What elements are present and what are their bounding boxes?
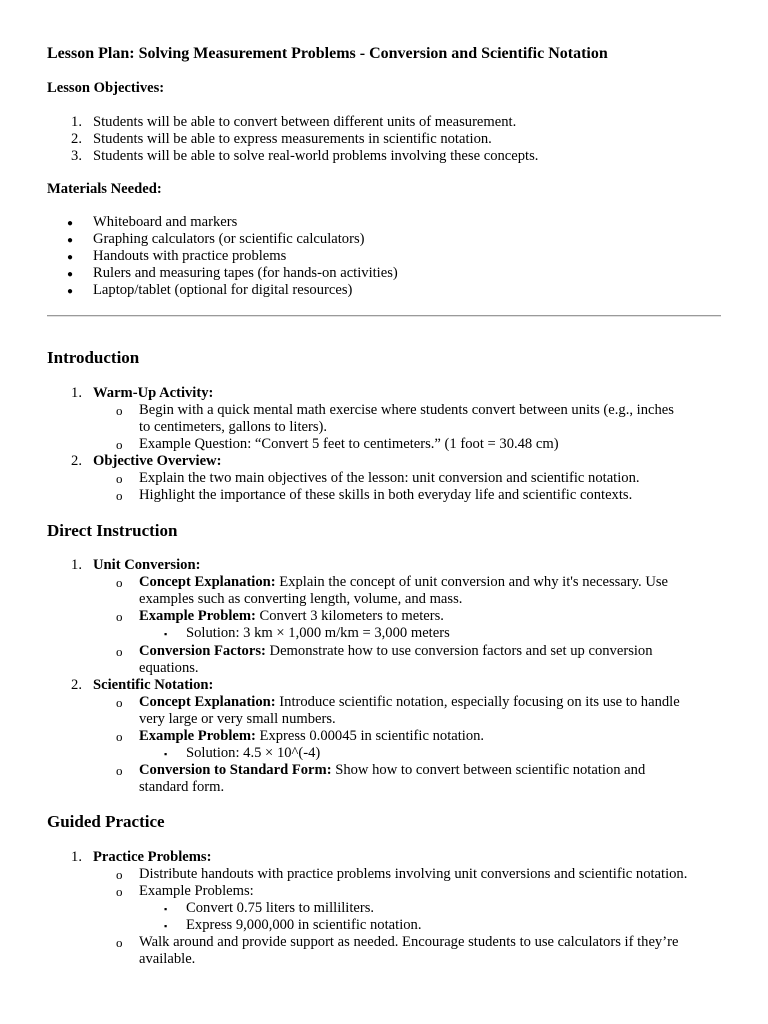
warmup-example: Example Question: “Convert 5 feet to centimeters.” (1 foot = 30.48 cm) — [139, 436, 559, 452]
list-number: 1. — [71, 385, 82, 401]
list-number: 2. — [71, 677, 82, 693]
bullet-icon: ● — [67, 269, 74, 280]
bullet-icon: o — [116, 763, 123, 778]
bullet-icon: ● — [67, 252, 74, 263]
unit-conversion-label: Unit Conversion: — [93, 557, 201, 573]
objective-overview-label: Objective Overview: — [93, 453, 222, 469]
solution-text: Solution: 3 km × 1,000 m/km = 3,000 meters — [186, 625, 450, 641]
bullet-icon: ● — [67, 218, 74, 229]
bullet-icon: o — [116, 488, 123, 503]
square-bullet-icon: ▪ — [164, 904, 168, 914]
material-item: Whiteboard and markers — [93, 214, 238, 230]
page-title: Lesson Plan: Solving Measurement Problems - Conversion and Scientific Notation — [47, 45, 608, 62]
warmup-text: Begin with a quick mental math exercise where students convert between units (e.g., inches — [139, 402, 674, 418]
concept-explanation: Concept Explanation: Explain the concept of unit conversion and why it's necessary. Use — [139, 574, 669, 590]
bullet-icon: o — [116, 884, 123, 899]
material-item: Handouts with practice problems — [93, 248, 287, 264]
example-problems-label: Example Problems: — [139, 883, 254, 899]
overview-text: Explain the two main objectives of the lesson: unit conversion and scientific notation. — [139, 470, 640, 486]
list-number: 1. — [71, 557, 82, 573]
bullet-icon: o — [116, 867, 123, 882]
practice-problems-label: Practice Problems: — [93, 849, 212, 865]
bullet-icon: o — [116, 575, 123, 590]
example-problem: Example Problem: Express 0.00045 in scientific notation. — [139, 728, 485, 744]
direct-instruction-heading: Direct Instruction — [47, 521, 178, 540]
overview-text: Highlight the importance of these skills in both everyday life and scientific contexts. — [139, 487, 633, 503]
square-bullet-icon: ▪ — [164, 749, 168, 759]
warmup-text: to centimeters, gallons to liters). — [139, 419, 328, 435]
practice-support-text: Walk around and provide support as needed. Encourage students to use calculators if they’re — [139, 934, 679, 950]
bullet-icon: o — [116, 695, 123, 710]
concept-explanation: Concept Explanation: Introduce scientific notation, especially focusing on its use to handle — [139, 694, 680, 710]
list-number: 1. — [71, 849, 82, 865]
example-problem: Example Problem: Convert 3 kilometers to meters. — [139, 608, 444, 624]
example-problem-item: Convert 0.75 liters to milliliters. — [186, 900, 375, 916]
scientific-notation-label: Scientific Notation: — [93, 677, 214, 693]
practice-support-text-cont: available. — [139, 951, 196, 967]
horizontal-rule — [47, 315, 721, 317]
concept-explanation-cont: very large or very small numbers. — [139, 711, 336, 727]
conversion-factors: Conversion Factors: Demonstrate how to use conversion factors and set up conversion — [139, 643, 653, 659]
bullet-icon: o — [116, 437, 123, 452]
materials-heading: Materials Needed: — [47, 181, 162, 197]
example-problem-item: Express 9,000,000 in scientific notation. — [186, 917, 422, 933]
material-item: Laptop/tablet (optional for digital resources) — [93, 282, 353, 298]
bullet-icon: o — [116, 609, 123, 624]
conversion-factors-cont: equations. — [139, 660, 199, 676]
standard-form: Conversion to Standard Form: Show how to convert between scientific notation and — [139, 762, 646, 778]
square-bullet-icon: ▪ — [164, 921, 168, 931]
bullet-icon: o — [116, 403, 123, 418]
square-bullet-icon: ▪ — [164, 629, 168, 639]
list-number: 1. — [71, 114, 82, 130]
bullet-icon: o — [116, 471, 123, 486]
list-number: 2. — [71, 453, 82, 469]
objective-item: Students will be able to solve real-world problems involving these concepts. — [93, 148, 539, 164]
bullet-icon: ● — [67, 286, 74, 297]
objective-item: Students will be able to express measurements in scientific notation. — [93, 131, 492, 147]
solution-text: Solution: 4.5 × 10^(-4) — [186, 745, 321, 761]
list-number: 3. — [71, 148, 82, 164]
material-item: Rulers and measuring tapes (for hands-on activities) — [93, 265, 398, 281]
guided-practice-heading: Guided Practice — [47, 812, 165, 831]
practice-text: Distribute handouts with practice problems involving unit conversions and scientific notation. — [139, 866, 688, 882]
objective-item: Students will be able to convert between different units of measurement. — [93, 114, 517, 130]
bullet-icon: ● — [67, 235, 74, 246]
introduction-heading: Introduction — [47, 348, 140, 367]
list-number: 2. — [71, 131, 82, 147]
bullet-icon: o — [116, 935, 123, 950]
objectives-heading: Lesson Objectives: — [47, 80, 165, 96]
warmup-label: Warm-Up Activity: — [93, 385, 214, 401]
concept-explanation-cont: examples such as converting length, volume, and mass. — [139, 591, 463, 607]
standard-form-cont: standard form. — [139, 779, 225, 795]
bullet-icon: o — [116, 644, 123, 659]
bullet-icon: o — [116, 729, 123, 744]
material-item: Graphing calculators (or scientific calculators) — [93, 231, 365, 247]
